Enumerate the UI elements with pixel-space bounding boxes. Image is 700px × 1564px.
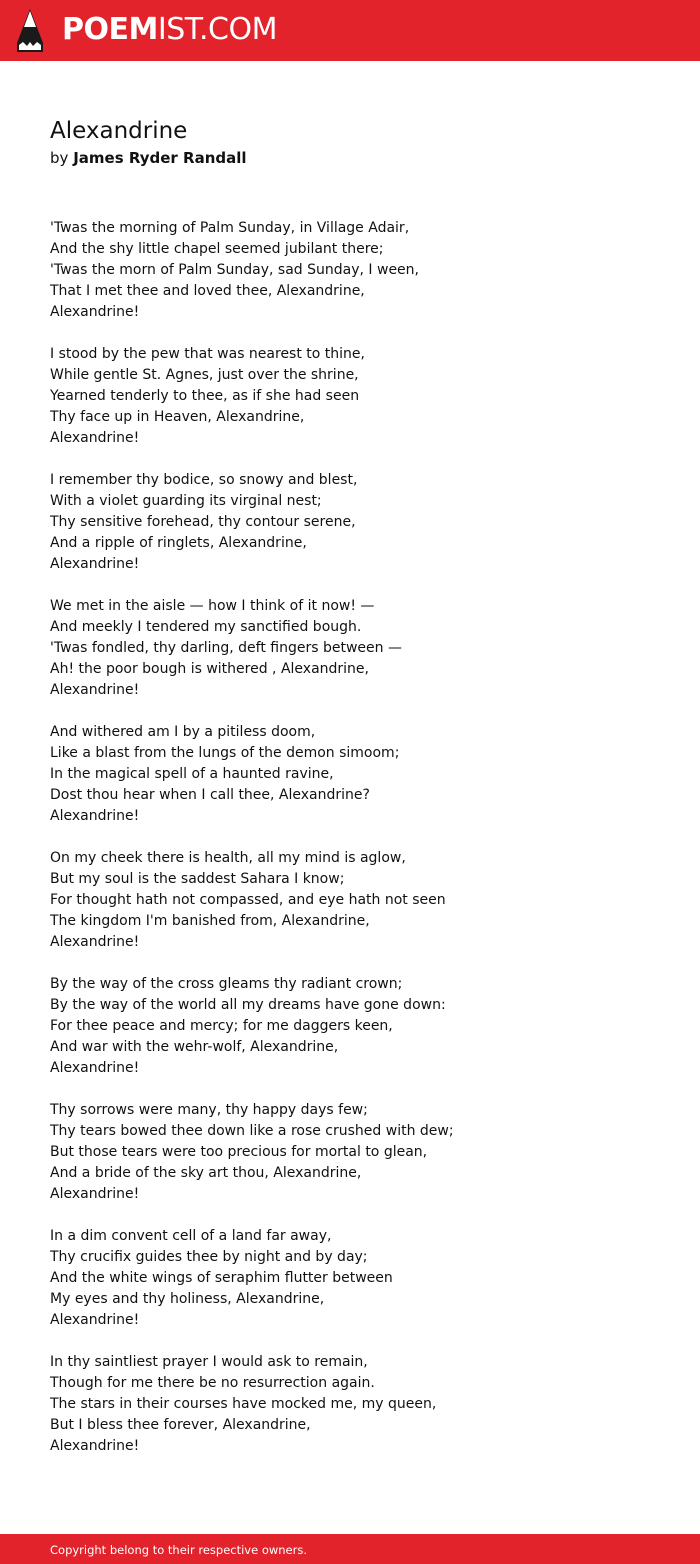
poem-heading [50, 116, 670, 170]
poem-line: I stood by the pew that was nearest to thine, [50, 346, 365, 362]
poem-line: Ah! the poor bough is withered , Alexandrine, [50, 661, 369, 677]
poem-line: Yearned tenderly to thee, as if she had seen [50, 388, 360, 404]
poem-line: Alexandrine! [50, 556, 140, 572]
poem-line: With a violet guarding its virginal nest; [50, 493, 322, 509]
site-footer [0, 1534, 700, 1564]
poem-title: Alexandrine [50, 118, 188, 144]
poem-line: And a bride of the sky art thou, Alexandrine, [50, 1165, 362, 1181]
poem-line: For thee peace and mercy; for me daggers keen, [50, 1018, 393, 1034]
poem-line: Thy sorrows were many, thy happy days few; [50, 1102, 368, 1118]
poem-line: Alexandrine! [50, 430, 140, 446]
poem-line: 'Twas the morning of Palm Sunday, in Village Adair, [50, 220, 410, 236]
poem-stanza [50, 848, 670, 953]
poem-line: Alexandrine! [50, 934, 140, 950]
poem-line: In thy saintliest prayer I would ask to remain, [50, 1354, 368, 1370]
poem-line: I remember thy bodice, so snowy and blest, [50, 472, 358, 488]
author-name: James Ryder Randall [73, 149, 247, 167]
poem-line: And meekly I tendered my sanctified bough. [50, 619, 362, 635]
poem-line: And a ripple of ringlets, Alexandrine, [50, 535, 307, 551]
poem-line: Like a blast from the lungs of the demon simoom; [50, 745, 400, 761]
poem-line: But my soul is the saddest Sahara I know; [50, 871, 345, 887]
poem-body [50, 218, 670, 1478]
poem-line: On my cheek there is health, all my mind is aglow, [50, 850, 406, 866]
poem-line: And the white wings of seraphim flutter between [50, 1270, 393, 1286]
poem-line: In a dim convent cell of a land far away, [50, 1228, 332, 1244]
poem-stanza [50, 470, 670, 575]
poem-line: My eyes and thy holiness, Alexandrine, [50, 1291, 325, 1307]
poem-line: That I met thee and loved thee, Alexandrine, [50, 283, 365, 299]
poem-line: By the way of the cross gleams thy radiant crown; [50, 976, 403, 992]
poem-line: And war with the wehr-wolf, Alexandrine, [50, 1039, 339, 1055]
poem-stanza [50, 1352, 670, 1457]
poem-line: Alexandrine! [50, 1438, 140, 1454]
site-logo[interactable] [62, 12, 277, 48]
poem-line: 'Twas fondled, thy darling, deft fingers between — [50, 640, 402, 656]
poem-line: By the way of the world all my dreams have gone down: [50, 997, 446, 1013]
poem-byline [50, 146, 670, 170]
poem-line: Alexandrine! [50, 304, 140, 320]
poem-line: And the shy little chapel seemed jubilant there; [50, 241, 384, 257]
poem-stanza [50, 596, 670, 701]
poem-line: Alexandrine! [50, 682, 140, 698]
poem-line: Thy crucifix guides thee by night and by day; [50, 1249, 368, 1265]
poem-line: The stars in their courses have mocked me, my queen, [50, 1396, 437, 1412]
poem-line: Thy tears bowed thee down like a rose crushed with dew; [50, 1123, 454, 1139]
poem-line: But I bless thee forever, Alexandrine, [50, 1417, 311, 1433]
logo-text-bold: POEM [62, 12, 158, 47]
poem-line: We met in the aisle — how I think of it now! — [50, 598, 375, 614]
pencil-logo-icon[interactable] [17, 9, 43, 52]
poem-line: Alexandrine! [50, 1186, 140, 1202]
poem-stanza [50, 344, 670, 449]
poem-line: The kingdom I'm banished from, Alexandrine, [50, 913, 370, 929]
poem-line: In the magical spell of a haunted ravine, [50, 766, 334, 782]
poem-line: For thought hath not compassed, and eye hath not seen [50, 892, 446, 908]
site-header [0, 0, 700, 61]
by-label: by [50, 149, 69, 167]
poem-line: Though for me there be no resurrection again. [50, 1375, 375, 1391]
poem-stanza [50, 218, 670, 323]
logo-text-light: IST.COM [157, 12, 277, 47]
poem-line: Alexandrine! [50, 808, 140, 824]
poem-line: And withered am I by a pitiless doom, [50, 724, 316, 740]
poem-stanza [50, 722, 670, 827]
poem-line: Thy sensitive forehead, thy contour serene, [50, 514, 356, 530]
poem-line: But those tears were too precious for mortal to glean, [50, 1144, 428, 1160]
poem-line: Alexandrine! [50, 1060, 140, 1076]
poem-line: Alexandrine! [50, 1312, 140, 1328]
poem-stanza [50, 1226, 670, 1331]
poem-line: While gentle St. Agnes, just over the shrine, [50, 367, 359, 383]
copyright-text: Copyright belong to their respective owners. [50, 1543, 308, 1557]
poem-line: Thy face up in Heaven, Alexandrine, [50, 409, 305, 425]
poem-stanza [50, 1100, 670, 1205]
poem-line: Dost thou hear when I call thee, Alexandrine? [50, 787, 370, 803]
poem-stanza [50, 974, 670, 1079]
poem-line: 'Twas the morn of Palm Sunday, sad Sunday, I ween, [50, 262, 419, 278]
